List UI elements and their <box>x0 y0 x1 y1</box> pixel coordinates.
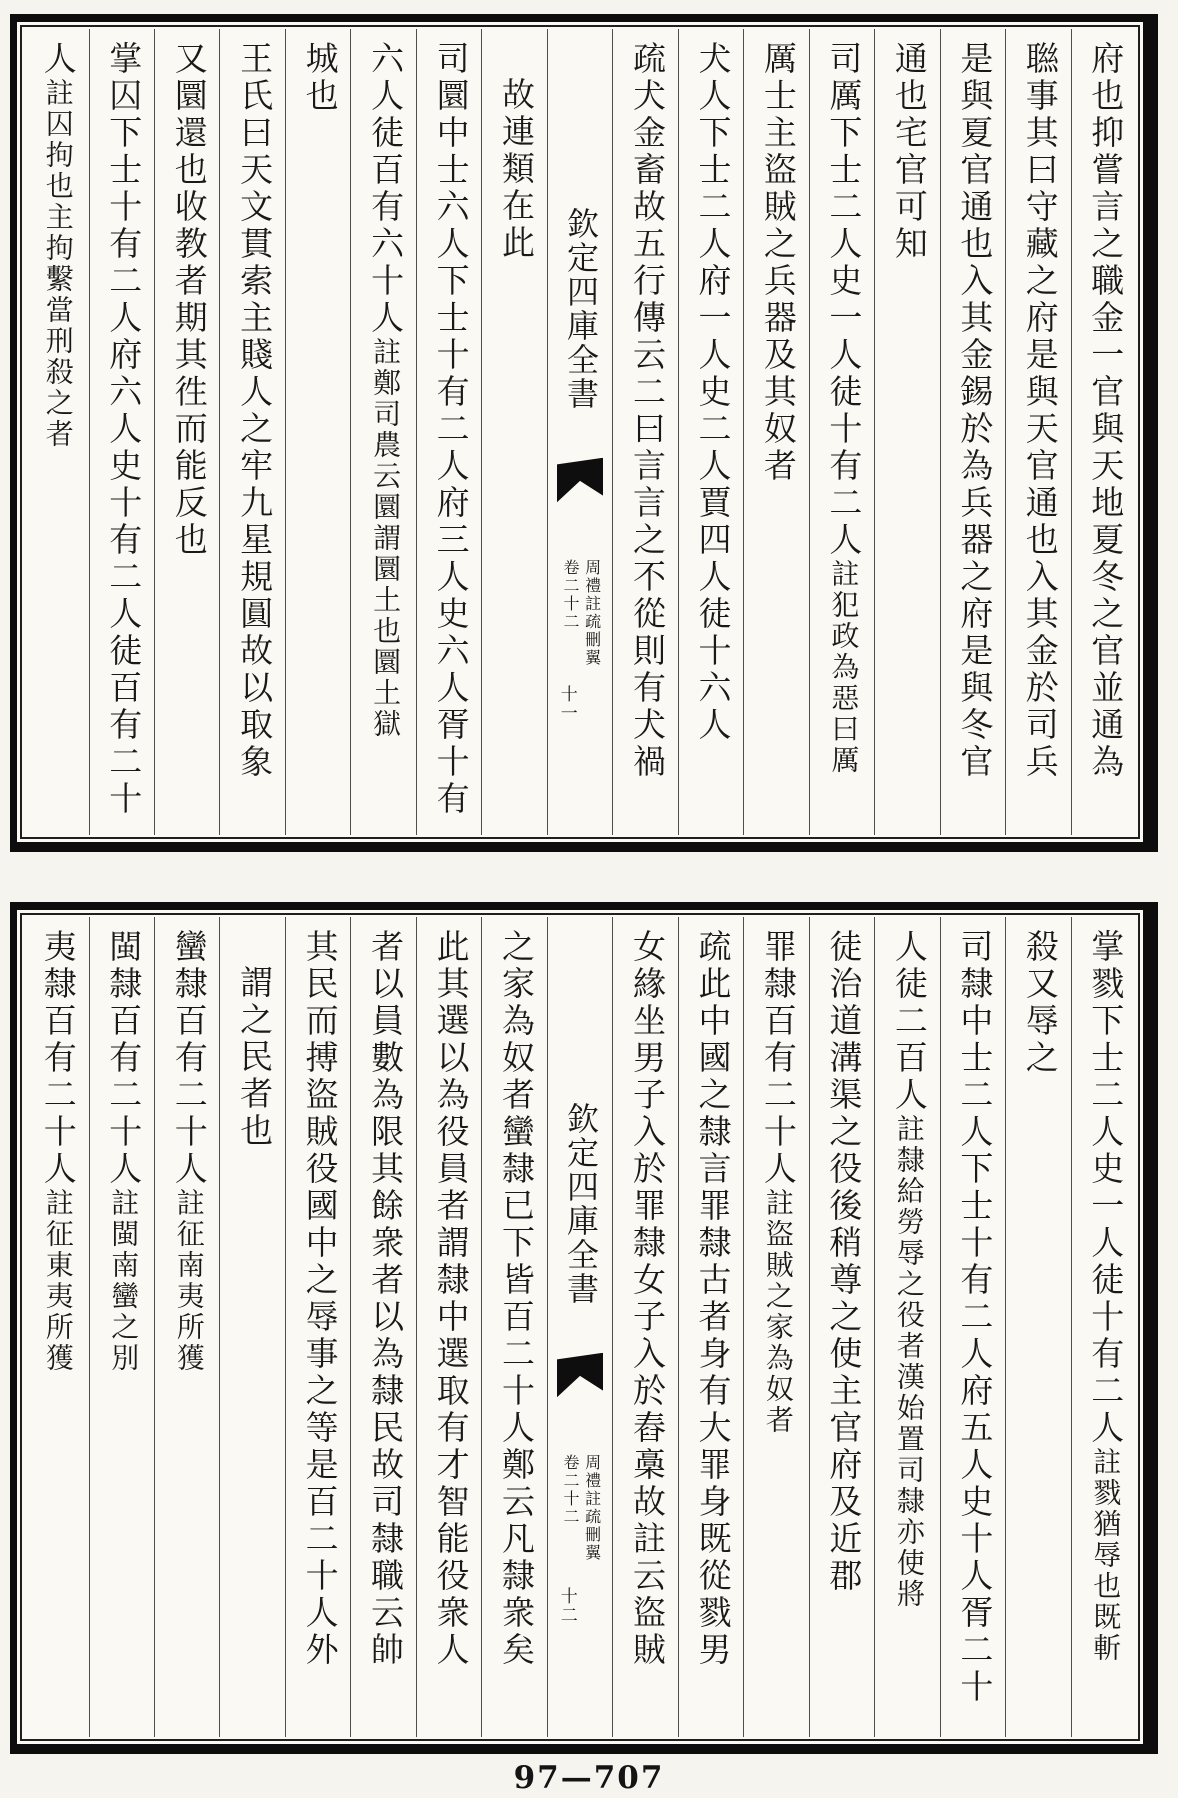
text-column <box>874 917 939 1737</box>
column-text: 罪隸百有二十人註盜賊之家為奴者 <box>758 929 795 1436</box>
leaf-block-bottom <box>10 902 1158 1754</box>
column-text: 人徒二百人註隸給勞辱之役者漢始置司隸亦使將 <box>889 929 926 1610</box>
text-column <box>154 917 219 1737</box>
text-column <box>612 29 677 835</box>
column-text: 犬人下士二人府一人史二人賈四人徒十六人 <box>693 41 730 744</box>
column-text: 六人徒百有六十人註鄭司農云圜謂圜土也圜土獄 <box>366 41 403 740</box>
text-column <box>350 917 415 1737</box>
text-column <box>219 917 284 1737</box>
column-text: 其民而搏盜賊役國中之辱事之等是百二十人外 <box>300 929 337 1669</box>
juan-label: 卷二十二 <box>561 1454 579 1526</box>
text-column <box>678 917 743 1737</box>
annotation-text: 註鄭司農云圜謂圜土也圜土獄 <box>369 337 401 740</box>
center-column <box>547 29 612 835</box>
annotation-text: 註隸給勞辱之役者漢始置司隸亦使將 <box>892 1114 924 1610</box>
column-text: 司圜中士六人下士十有二人府三人史六人胥十有 <box>431 41 468 818</box>
column-text: 閩隸百有二十人註閩南蠻之別 <box>104 929 141 1374</box>
page-number: 97—707 <box>513 1760 665 1796</box>
column-text: 故連類在此 <box>497 77 534 262</box>
text-column <box>1005 29 1070 835</box>
text-column <box>89 29 154 835</box>
column-text: 謂之民者也 <box>235 965 272 1150</box>
folio-number: 十二 <box>557 1587 577 1625</box>
text-column <box>24 29 88 835</box>
text-column <box>416 29 481 835</box>
column-text: 疏犬金畜故五行傳云二曰言言之不從則有犬禍 <box>627 41 664 781</box>
column-grid <box>24 29 1136 835</box>
column-text: 司隸中士二人下士十有二人府五人史十人胥二十 <box>955 929 992 1706</box>
column-text: 夷隸百有二十人註征東夷所獲 <box>38 929 75 1374</box>
text-column <box>1071 29 1136 835</box>
annotation-text: 註征南夷所獲 <box>172 1188 204 1374</box>
column-grid <box>24 917 1136 1737</box>
annotation-text: 註戮猶辱也既斬 <box>1089 1447 1121 1664</box>
center-column <box>547 917 612 1737</box>
annotation-text: 註閩南蠻之別 <box>107 1188 139 1374</box>
column-text: 女緣坐男子入於罪隸女子入於舂槀故註云盜賊 <box>627 929 664 1669</box>
column-text: 掌囚下士十有二人府六人史十有二人徒百有二十 <box>104 41 141 818</box>
column-text: 聮事其曰守藏之府是與天官通也入其金於司兵 <box>1020 41 1057 781</box>
text-column <box>285 917 350 1737</box>
column-text: 通也宅官可知 <box>889 41 926 263</box>
book-title: 周禮註疏刪翼 <box>582 559 600 667</box>
column-text: 殺又辱之 <box>1020 929 1057 1077</box>
column-text: 疏此中國之隸言罪隸古者身有大罪身既從戮男 <box>693 929 730 1669</box>
column-text: 者以員數為限其餘衆者以為隸民故司隸職云帥 <box>366 929 403 1669</box>
text-column <box>24 917 88 1737</box>
text-column <box>809 29 874 835</box>
text-column <box>612 917 677 1737</box>
text-column <box>89 917 154 1737</box>
column-text: 司厲下士二人史一人徒十有二人註犯政為惡曰厲 <box>824 41 861 776</box>
text-column <box>743 29 808 835</box>
annotation-text: 註囚拘也主拘繫當刑殺之者 <box>41 78 73 450</box>
fishtail-ornament <box>557 1353 603 1397</box>
text-column <box>350 29 415 835</box>
text-column <box>874 29 939 835</box>
annotation-text: 註盜賊之家為奴者 <box>761 1188 793 1436</box>
column-text: 是與夏官通也入其金錫於為兵器之府是與冬官 <box>955 41 992 781</box>
column-text: 此其選以為役員者謂隸中選取有才智能役衆人 <box>431 929 468 1669</box>
column-text: 人註囚拘也主拘繫當刑殺之者 <box>38 41 75 450</box>
text-column <box>809 917 874 1737</box>
fishtail-ornament <box>557 458 603 502</box>
column-text: 徒治道溝渠之役後稍尊之使主官府及近郡 <box>824 929 861 1595</box>
text-column <box>940 29 1005 835</box>
text-column <box>678 29 743 835</box>
book-row <box>560 559 599 667</box>
text-column <box>416 917 481 1737</box>
column-text: 厲士主盜賊之兵器及其奴者 <box>758 41 795 485</box>
text-column <box>481 917 546 1737</box>
folio-number: 十一 <box>557 685 577 723</box>
column-text: 府也抑嘗言之職金一官與天地夏冬之官並通為 <box>1086 41 1123 781</box>
text-column <box>1071 917 1136 1737</box>
siku-title: 欽定四庫全書 <box>562 1102 599 1306</box>
text-column <box>940 917 1005 1737</box>
juan-label: 卷二十二 <box>561 559 579 631</box>
leaf-block-top <box>10 14 1158 852</box>
column-text: 城也 <box>300 41 337 115</box>
column-text: 掌戮下士二人史一人徒十有二人註戮猶辱也既斬 <box>1086 929 1123 1664</box>
annotation-text: 註犯政為惡曰厲 <box>827 559 859 776</box>
column-text: 蠻隸百有二十人註征南夷所獲 <box>169 929 206 1374</box>
column-text: 王氏曰天文貫索主賤人之牢九星規圓故以取象 <box>235 41 272 781</box>
siku-title: 欽定四庫全書 <box>562 207 599 411</box>
book-title: 周禮註疏刪翼 <box>582 1454 600 1562</box>
text-column <box>219 29 284 835</box>
column-text: 又圜還也收教者期其徃而能反也 <box>169 41 206 559</box>
annotation-text: 註征東夷所獲 <box>41 1188 73 1374</box>
text-column <box>285 29 350 835</box>
text-column <box>481 29 546 835</box>
text-column <box>1005 917 1070 1737</box>
text-column <box>743 917 808 1737</box>
text-column <box>154 29 219 835</box>
column-text: 之家為奴者蠻隸已下皆百二十人鄭云凡隸衆矣 <box>497 929 534 1669</box>
book-row <box>560 1454 599 1562</box>
